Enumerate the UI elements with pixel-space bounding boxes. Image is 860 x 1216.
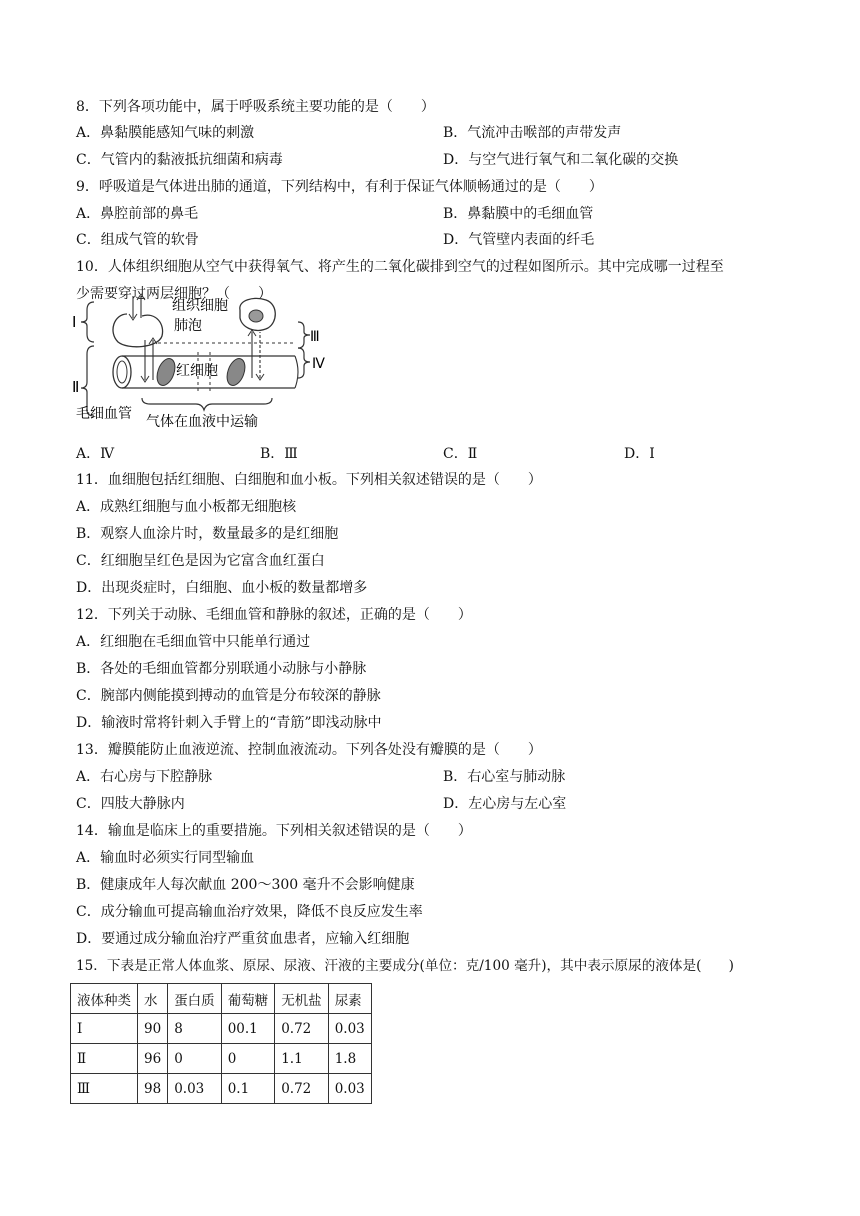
q13-stem: 13．瓣膜能防止血液逆流、控制血液流动。下列各处没有瓣膜的是（ ） (76, 742, 542, 758)
q14-option-b[interactable]: B．健康成年人每次献血 200～300 毫升不会影响健康 (76, 877, 415, 893)
q12-stem: 12．下列关于动脉、毛细血管和静脉的叙述，正确的是（ ） (76, 607, 472, 623)
q11-option-d[interactable]: D．出现炎症时，白细胞、血小板的数量都增多 (76, 580, 368, 596)
red-blood-cell-left (154, 356, 179, 388)
table-header-cell: 尿素 (328, 984, 371, 1014)
table-header-cell: 水 (138, 984, 168, 1014)
q10-option-b[interactable]: B．Ⅲ (260, 446, 298, 462)
q14-stem: 14．输血是临床上的重要措施。下列相关叙述错误的是（ ） (76, 823, 472, 839)
q12-option-d[interactable]: D．输液时常将针刺入手臂上的“青筋”即浅动脉中 (76, 715, 382, 731)
table-cell: 1.1 (275, 1044, 329, 1074)
red-blood-cell-right (224, 356, 249, 388)
q10-option-d[interactable]: D．Ⅰ (624, 446, 655, 462)
label-roman-4: Ⅳ (312, 356, 325, 372)
table-cell: Ⅲ (71, 1074, 138, 1104)
table-cell: 0.03 (328, 1074, 371, 1104)
q10-gas-exchange-figure (70, 292, 350, 434)
q14-option-d[interactable]: D．要通过成分输血治疗严重贫血患者，应输入红细胞 (76, 931, 410, 947)
label-roman-3: Ⅲ (310, 329, 320, 345)
table-header-row (71, 984, 372, 1014)
q13-option-d[interactable]: D．左心房与左心室 (443, 796, 567, 812)
table-header-cell: 蛋白质 (168, 984, 222, 1014)
table-cell: 0.03 (328, 1014, 371, 1044)
q11-option-c[interactable]: C．红细胞呈红色是因为它富含血红蛋白 (76, 553, 325, 569)
q15-composition-table (70, 983, 372, 1104)
table-cell: 90 (138, 1014, 168, 1044)
q11-stem: 11．血细胞包括红细胞、白细胞和血小板。下列相关叙述错误的是（ ） (76, 472, 542, 488)
table-cell: 8 (168, 1014, 222, 1044)
table-cell: Ⅰ (71, 1014, 138, 1044)
table-row (71, 1014, 372, 1044)
q8-option-c[interactable]: C．气管内的黏液抵抗细菌和病毒 (76, 152, 283, 168)
table-header-cell: 无机盐 (275, 984, 329, 1014)
q9-option-d[interactable]: D．气管壁内表面的纤毛 (443, 232, 595, 248)
table-cell: Ⅱ (71, 1044, 138, 1074)
q13-option-a[interactable]: A．右心房与下腔静脉 (76, 769, 213, 785)
q9-stem: 9．呼吸道是气体进出肺的通道，下列结构中，有利于保证气体顺畅通过的是（ ） (76, 179, 603, 195)
label-red-blood-cell: 红细胞 (176, 363, 218, 379)
table-cell: 0.03 (168, 1074, 222, 1104)
q10-option-c[interactable]: C．Ⅱ (443, 446, 478, 462)
q8-option-d[interactable]: D．与空气进行氧气和二氧化碳的交换 (443, 152, 679, 168)
table-header-cell: 液体种类 (71, 984, 138, 1014)
q11-option-b[interactable]: B．观察人血涂片时，数量最多的是红细胞 (76, 526, 339, 542)
q10-stem-line1: 10．人体组织细胞从空气中获得氧气、将产生的二氧化碳排到空气的过程如图所示。其中完成哪一过程至 (76, 259, 724, 275)
table-cell: 0 (221, 1044, 275, 1074)
table-cell: 0.72 (275, 1014, 329, 1044)
q12-option-c[interactable]: C．腕部内侧能摸到搏动的血管是分布较深的静脉 (76, 688, 381, 704)
q14-option-a[interactable]: A．输血时必须实行同型输血 (76, 850, 255, 866)
q15-stem: 15．下表是正常人体血浆、原尿、尿液、汗液的主要成分(单位：克/100 毫升)，其中表示原尿的液体是( ) (76, 958, 734, 974)
table-cell: 00.1 (221, 1014, 275, 1044)
q14-option-c[interactable]: C．成分输血可提高输血治疗效果，降低不良反应发生率 (76, 904, 423, 920)
q10-option-a[interactable]: A．Ⅳ (76, 446, 115, 462)
q10-stem-line2: 少需要穿过两层细胞？（ ） (76, 286, 272, 302)
q9-option-b[interactable]: B．鼻黏膜中的毛细血管 (443, 206, 594, 222)
q9-option-c[interactable]: C．组成气管的软骨 (76, 232, 199, 248)
table-cell: 98 (138, 1074, 168, 1104)
table-row (71, 1074, 372, 1104)
table-cell: 0.1 (221, 1074, 275, 1104)
table-cell: 96 (138, 1044, 168, 1074)
table-row (71, 1044, 372, 1074)
table-cell: 1.8 (328, 1044, 371, 1074)
label-alveoli: 肺泡 (174, 318, 202, 334)
label-roman-1: Ⅰ (72, 313, 77, 331)
q13-option-c[interactable]: C．四肢大静脉内 (76, 796, 185, 812)
q8-option-a[interactable]: A．鼻黏膜能感知气味的刺激 (76, 125, 255, 141)
q9-option-a[interactable]: A．鼻腔前部的鼻毛 (76, 206, 199, 222)
label-gas-transport: 气体在血液中运输 (146, 414, 258, 430)
label-roman-2: Ⅱ (72, 378, 80, 396)
q8-option-b[interactable]: B．气流冲击喉部的声带发声 (443, 125, 622, 141)
table-header-cell: 葡萄糖 (221, 984, 275, 1014)
table-cell: 0.72 (275, 1074, 329, 1104)
tissue-cell-nucleus (249, 310, 263, 322)
q12-option-a[interactable]: A．红细胞在毛细血管中只能单行通过 (76, 634, 311, 650)
label-capillary: 毛细血管 (76, 406, 132, 422)
q12-option-b[interactable]: B．各处的毛细血管都分别联通小动脉与小静脉 (76, 661, 367, 677)
q8-stem: 8．下列各项功能中，属于呼吸系统主要功能的是（ ） (76, 99, 435, 115)
table-cell: 0 (168, 1044, 222, 1074)
q13-option-b[interactable]: B．右心室与肺动脉 (443, 769, 566, 785)
q11-option-a[interactable]: A．成熟红细胞与血小板都无细胞核 (76, 499, 297, 515)
label-tissue-cell: 组织细胞 (172, 298, 228, 314)
